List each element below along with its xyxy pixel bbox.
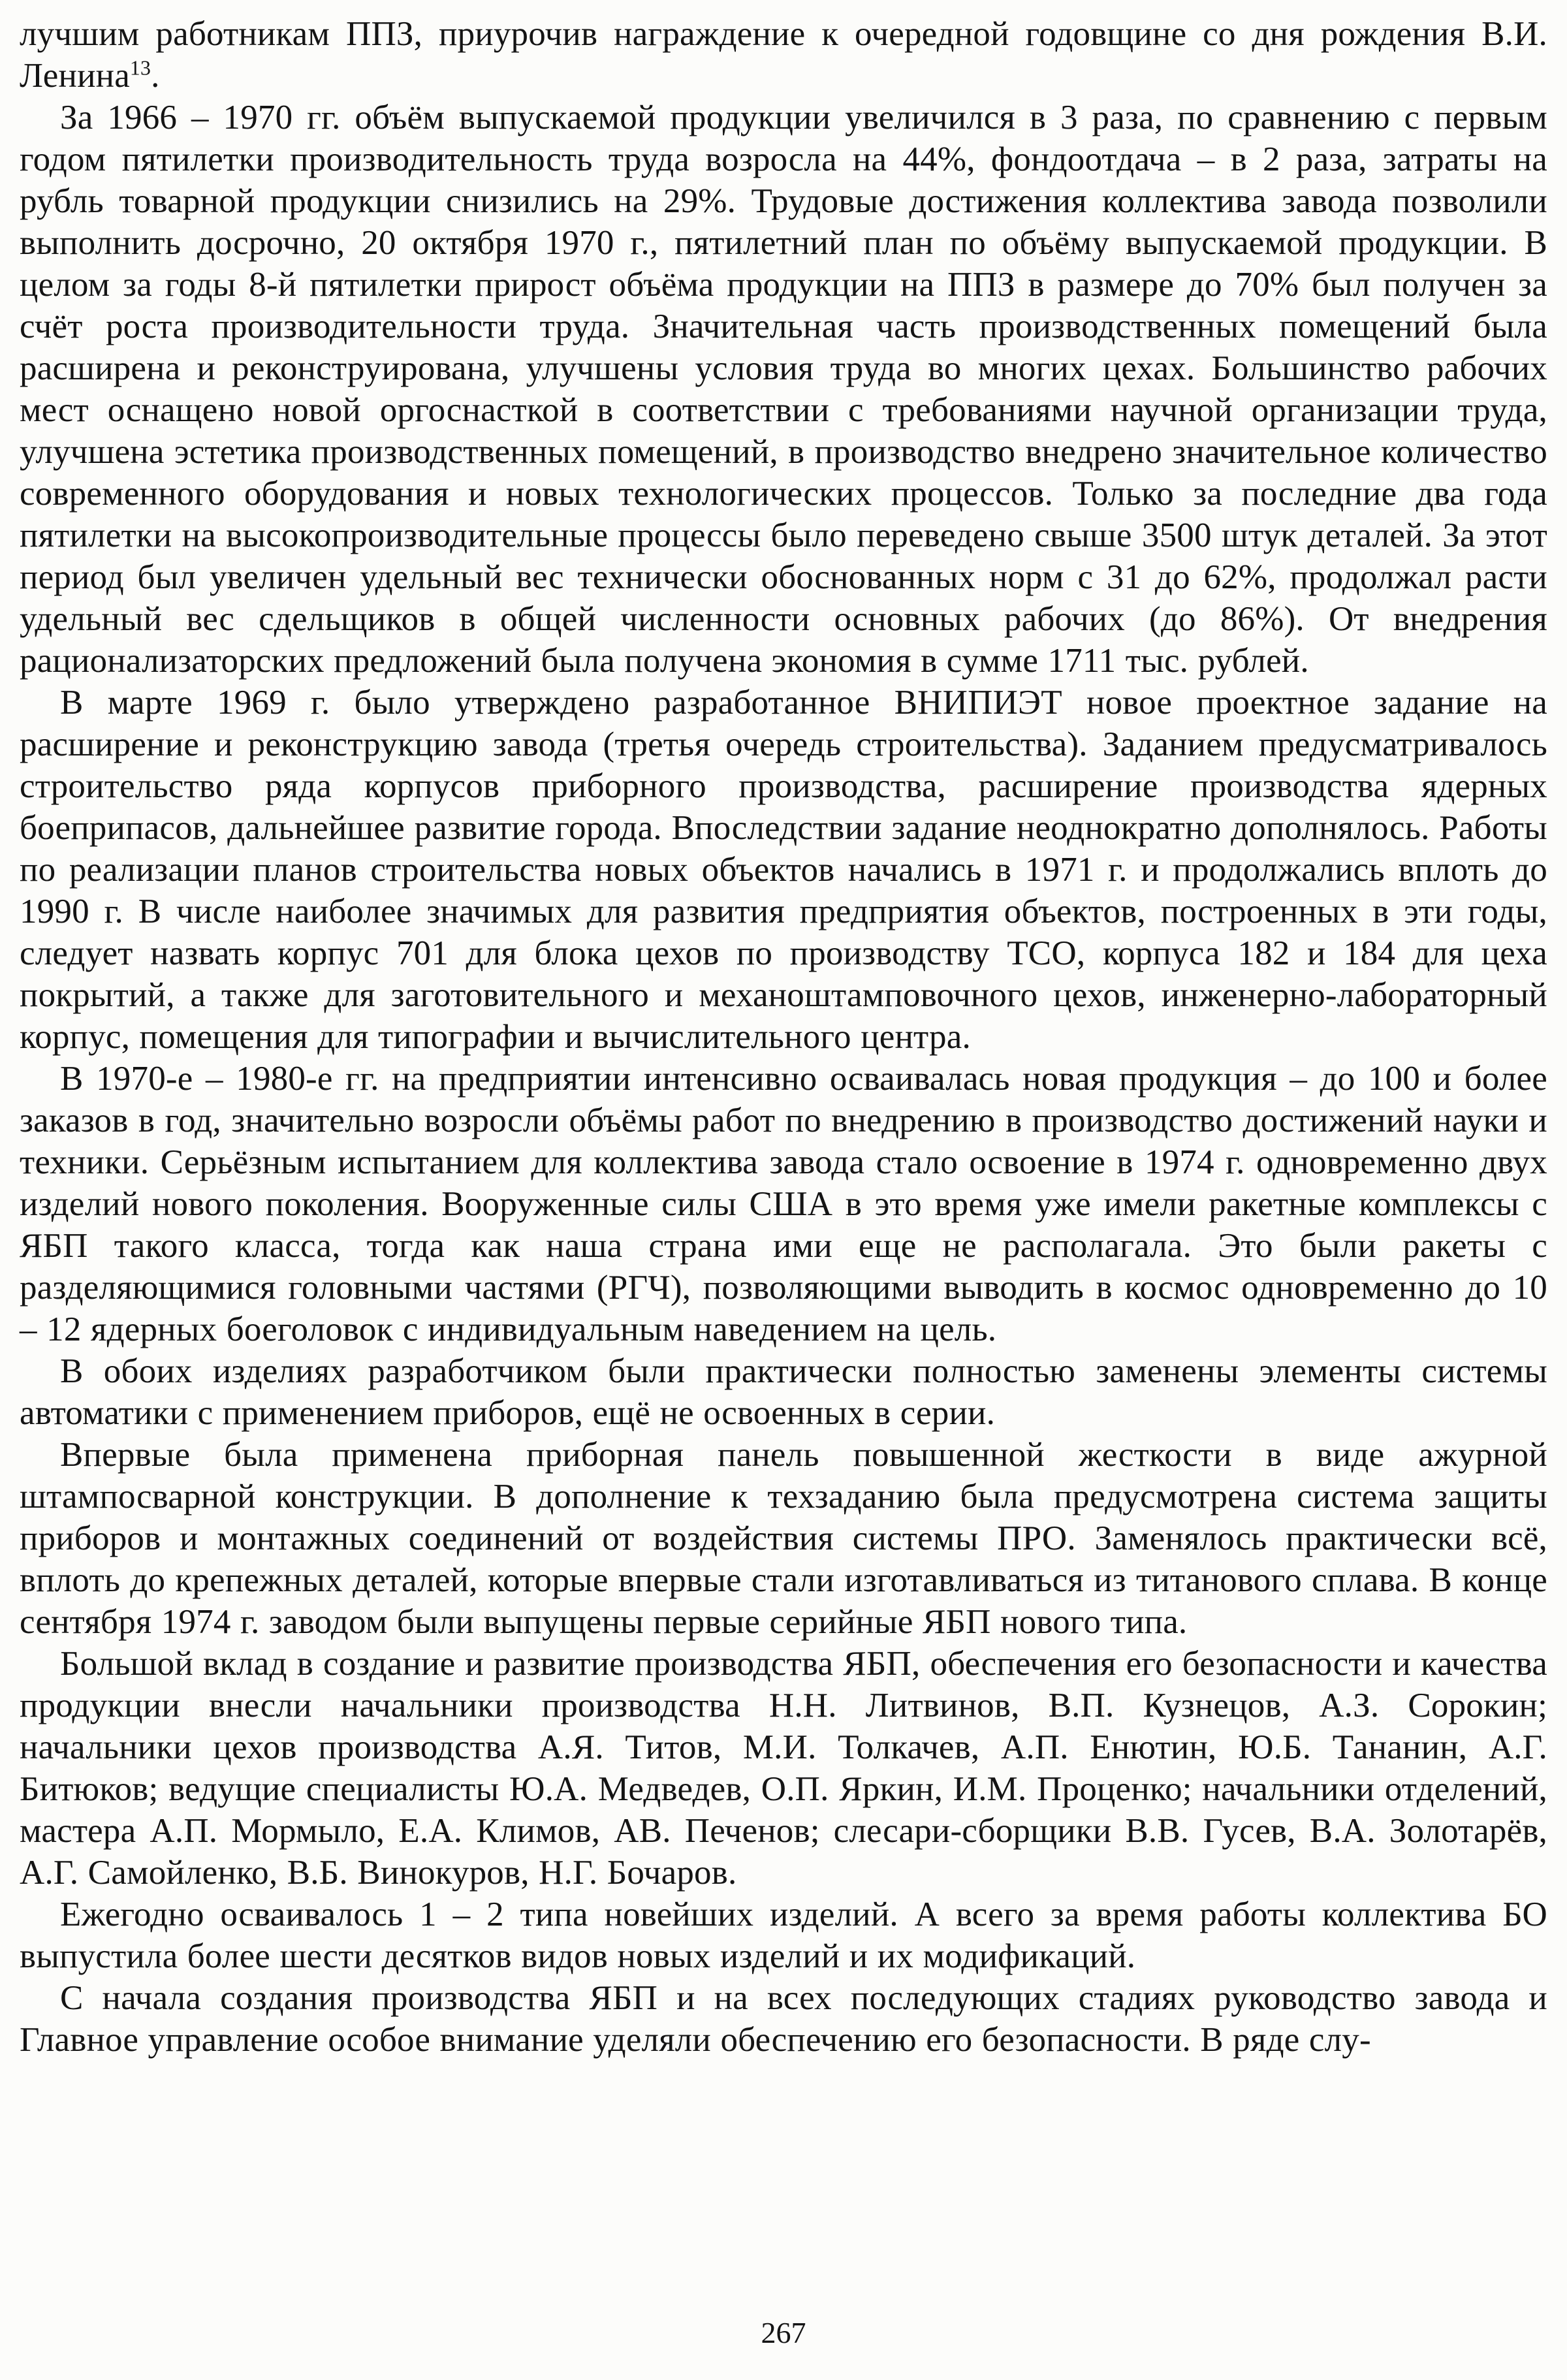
paragraph-text: С начала создания производства ЯБП и на всех последующих стадиях руководство завода и Главное управление особое внимание уделяли обеспечению его безопасности. В ряде слу- xyxy=(20,1979,1547,2059)
paragraph-text: В марте 1969 г. было утверждено разработанное ВНИПИЭТ новое проектное задание на расширение и реконструкцию завода (третья очередь строительства). Заданием предусматривалось строительство ряда корпусов приборного производства, расширение производства ядерных боеприпасов, дальнейшее развитие города. Впоследствии задание неоднократно дополнялось. Работы по реализации планов строительства новых объектов начались в 1971 г. и продолжались вплоть до 1990 г. В числе наиболее значимых для развития предприятия объектов, построенных в эти годы, следует назвать корпус 701 для блока цехов по производству ТСО, корпуса 182 и 184 для цеха покрытий, а также для заготовительного и механоштамповочного цехов, инженерно-лабораторный корпус, помещения для типографии и вычислительного центра. xyxy=(20,684,1547,1056)
paragraph-text: В обоих изделиях разработчиком были практически полностью заменены элементы системы автоматики с применением приборов, ещё не освоенных в серии. xyxy=(20,1352,1547,1432)
paragraph xyxy=(20,1894,1547,1977)
footnote-marker: 13 xyxy=(129,56,151,80)
page-number: 267 xyxy=(761,2316,806,2349)
paragraph-text: Впервые была применена приборная панель повышенной жесткости в виде ажурной штампосварной конструкции. В дополнение к техзаданию была предусмотрена система защиты приборов и монтажных соединений от воздействия системы ПРО. Заменялось практически всё, вплоть до крепежных деталей, которые впервые стали изготавливаться из титанового сплава. В конце сентября 1974 г. заводом были выпущены первые серийные ЯБП нового типа. xyxy=(20,1436,1547,1641)
paragraph xyxy=(20,1350,1547,1434)
paragraph xyxy=(20,682,1547,1058)
paragraph xyxy=(20,13,1547,97)
paragraph-text: Ежегодно осваивалось 1 – 2 типа новейших изделий. А всего за время работы коллектива БО выпустила более шести десятков видов новых изделий и их модификаций. xyxy=(20,1896,1547,1975)
page-text xyxy=(20,13,1547,2061)
paragraph-text: Большой вклад в создание и развитие производства ЯБП, обеспечения его безопасности и качества продукции внесли начальники производства Н.Н. Литвинов, В.П. Кузнецов, А.З. Сорокин; начальники цехов производства А.Я. Титов, М.И. Толкачев, А.П. Енютин, Ю.Б. Тананин, А.Г. Битюков; ведущие специалисты Ю.А. Медведев, О.П. Яркин, И.М. Проценко; начальники отделений, мастера А.П. Мормыло, Е.А. Климов, АВ. Печенов; слесари-сборщики В.В. Гусев, В.А. Золотарёв, А.Г. Самойленко, В.Б. Винокуров, Н.Г. Бочаров. xyxy=(20,1645,1547,1892)
paragraph xyxy=(20,1434,1547,1643)
paragraph xyxy=(20,1643,1547,1894)
paragraph xyxy=(20,97,1547,682)
paragraph xyxy=(20,1058,1547,1350)
paragraph-text: За 1966 – 1970 гг. объём выпускаемой продукции увеличился в 3 раза, по сравнению с первым годом пятилетки производительность труда возросла на 44%, фондоотдача – в 2 раза, затраты на рубль товарной продукции снизились на 29%. Трудовые достижения коллектива завода позволили выполнить досрочно, 20 октября 1970 г., пятилетний план по объёму выпускаемой продукции. В целом за годы 8-й пятилетки прирост объёма продукции на ППЗ в размере до 70% был получен за счёт роста производительности труда. Значительная часть производственных помещений была расширена и реконструирована, улучшены условия труда во многих цехах. Большинство рабочих мест оснащено новой оргоснасткой в соответствии с требованиями научной организации труда, улучшена эстетика производственных помещений, в производство внедрено значительное количество современного оборудования и новых технологических процессов. Только за последние два года пятилетки на высокопроизводительные процессы было переведено свыше 3500 штук деталей. За этот период был увеличен удельный вес технически обоснованных норм с 31 до 62%, продолжал расти удельный вес сдельщиков в общей численности основных рабочих (до 86%). От внедрения рационализаторских предложений была получена экономия в сумме 1711 тыс. рублей. xyxy=(20,99,1547,680)
paragraph-text: лучшим работникам ППЗ, приурочив награждение к очередной годовщине со дня рождения В.И. Ленина xyxy=(20,15,1547,95)
paragraph-text: . xyxy=(151,57,160,95)
paragraph-text: В 1970-е – 1980-е гг. на предприятии интенсивно осваивалась новая продукция – до 100 и более заказов в год, значительно возросли объёмы работ по внедрению в производство достижений науки и техники. Серьёзным испытанием для коллектива завода стало освоение в 1974 г. одновременно двух изделий нового поколения. Вооруженные силы США в это время уже имели ракетные комплексы с ЯБП такого класса, тогда как наша страна ими еще не располагала. Это были ракеты с разделяющимися головными частями (РГЧ), позволяющими выводить в космос одновременно до 10 – 12 ядерных боеголовок с индивидуальным наведением на цель. xyxy=(20,1060,1547,1348)
paragraph xyxy=(20,1977,1547,2061)
